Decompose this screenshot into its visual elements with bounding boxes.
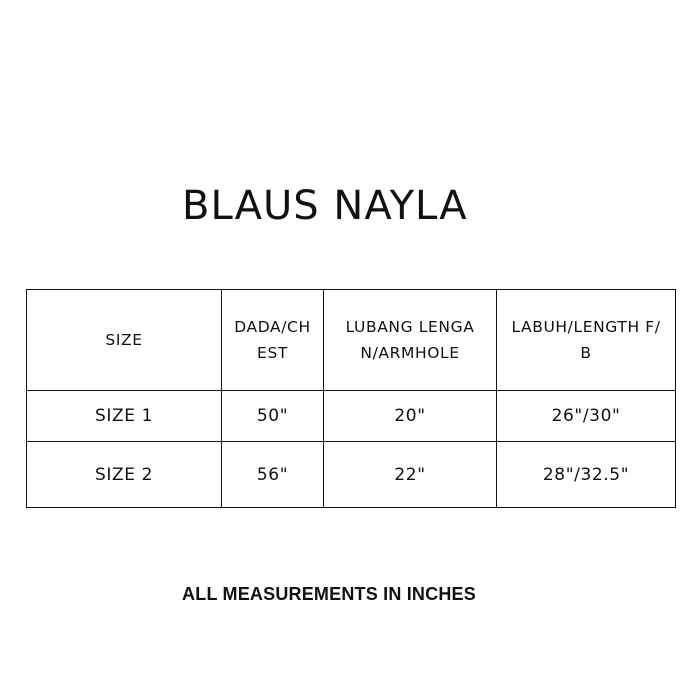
cell-size: SIZE 1 (27, 391, 222, 442)
size-chart-table (26, 289, 676, 508)
cell-length: 28"/32.5" (497, 442, 676, 508)
header-length: LABUH/LENGTH F/B (497, 290, 676, 391)
cell-chest: 56" (222, 442, 324, 508)
measurement-note: ALL MEASUREMENTS IN INCHES (182, 584, 476, 604)
cell-chest: 50" (222, 391, 324, 442)
table-row (27, 442, 676, 508)
header-armhole: LUBANG LENGAN/ARMHOLE (324, 290, 497, 391)
table-row (27, 391, 676, 442)
cell-length: 26"/30" (497, 391, 676, 442)
page-title: BLAUS NAYLA (182, 183, 468, 229)
header-size: SIZE (27, 290, 222, 391)
cell-armhole: 22" (324, 442, 497, 508)
cell-armhole: 20" (324, 391, 497, 442)
cell-size: SIZE 2 (27, 442, 222, 508)
header-chest: DADA/CHEST (222, 290, 324, 391)
table-header-row (27, 290, 676, 391)
